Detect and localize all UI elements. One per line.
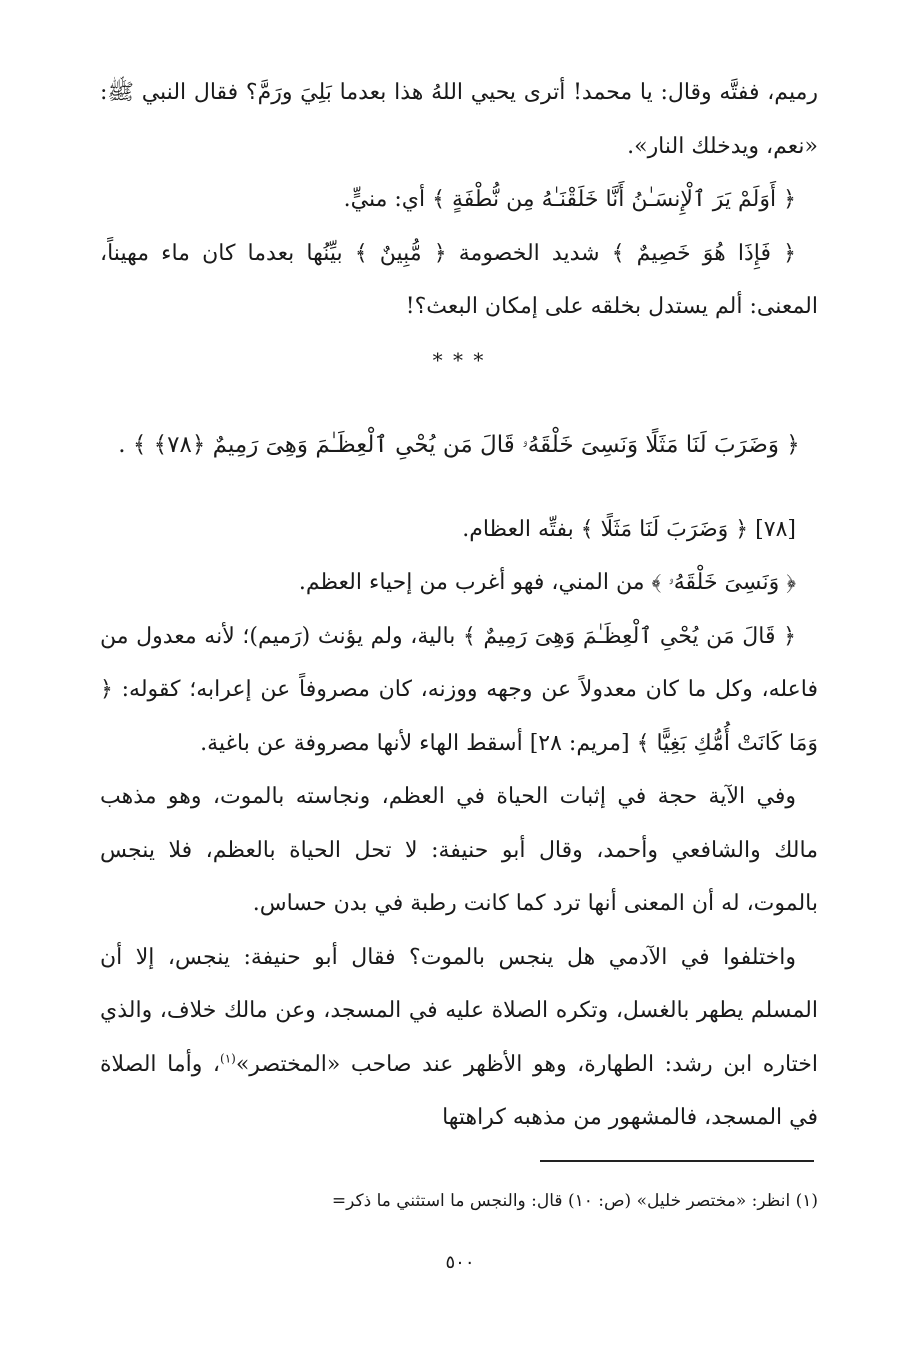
commentary-3: ﴿ قَالَ مَن يُحْىِ ٱلْعِظَـٰمَ وَهِىَ رَمِيمٌ ﴾ بالية، ولم يؤنث (رَميم)؛ لأنه معدول من فاعله، وكل ما كان معدولاً عن وجهه ووزنه، كان مصروفاً عن إعرابه؛ كقوله: ﴿ وَمَا كَانَتْ أُمُّكِ بَغِيًّا ﴾ [مريم: ٢٨] أسقط الهاء لأنها مصروفة عن باغية. bbox=[100, 623, 818, 756]
commentary-2: ﴿ وَنَسِىَ خَلْقَهُۥ ﴾ من المني، فهو أغرب من إحياء العظم. bbox=[298, 570, 796, 595]
commentary-4: وفي الآية حجة في إثبات الحياة في العظم، ونجاسته بالموت، وهو مذهب مالك والشافعي وأحمد، وقال أبو حنيفة: لا تحل الحياة بالعظم، فلا ينجس بالموت، له أن المعنى أنها ترد كما كانت رطبة في بدن حساس. bbox=[100, 784, 818, 916]
commentary-5 bbox=[100, 931, 818, 1145]
paragraph-2: ﴿ أَوَلَمْ يَرَ ٱلْإِنسَـٰنُ أَنَّا خَلَقْنَـٰهُ مِن نُّطْفَةٍ ﴾ أي: منيٍّ. bbox=[343, 187, 796, 212]
paragraph-1: رميم، ففتَّه وقال: يا محمد! أترى يحيي اللهُ هذا بعدما بَلِيَ ورَمَّ؟ فقال النبي ﷺ: «نعم، ويدخلك النار». bbox=[100, 80, 818, 159]
footnote-reference: (١) bbox=[220, 1051, 236, 1066]
paragraph-3: ﴿ فَإِذَا هُوَ خَصِيمٌ ﴾ شديد الخصومة ﴿ مُّبِينٌ ﴾ بيِّنُها بعدما كان ماء مهيناً، المعنى: ألم يستدل بخلقه على إمكان البعث؟! bbox=[100, 240, 818, 319]
quran-verse-78: ﴿ وَضَرَبَ لَنَا مَثَلًا وَنَسِىَ خَلْقَهُۥ قَالَ مَن يُحْىِ ٱلْعِظَـٰمَ وَهِىَ رَمِيمٌ ﴿٧٨﴾ ﴾ . bbox=[118, 431, 800, 458]
commentary-5-rest: ، وأما الصلاة في المسجد، فالمشهور من مذهبه كراهتها bbox=[100, 1051, 818, 1130]
footnote: (١) انظر: «مختصر خليل» (ص: ١٠) قال: والنجس ما استثني ما ذكر= bbox=[331, 1191, 818, 1211]
commentary-5-main: واختلفوا في الآدمي هل ينجس بالموت؟ فقال أبو حنيفة: ينجس، إلا أن المسلم يطهر بالغسل، وتكره الصلاة عليه في المسجد، وعن مالك خلاف، والذي اختاره ابن رشد: الطهارة، وهو الأظهر عند صاحب «المختصر» bbox=[100, 944, 818, 1077]
section-separator: * * * bbox=[432, 347, 486, 372]
footnote-divider bbox=[540, 1160, 814, 1162]
page-number: ٥٠٠ bbox=[445, 1252, 475, 1273]
page-body bbox=[100, 66, 818, 1145]
commentary-1: [٧٨] ﴿ وَضَرَبَ لَنَا مَثَلًا ﴾ بفتِّه العظام. bbox=[462, 516, 796, 542]
